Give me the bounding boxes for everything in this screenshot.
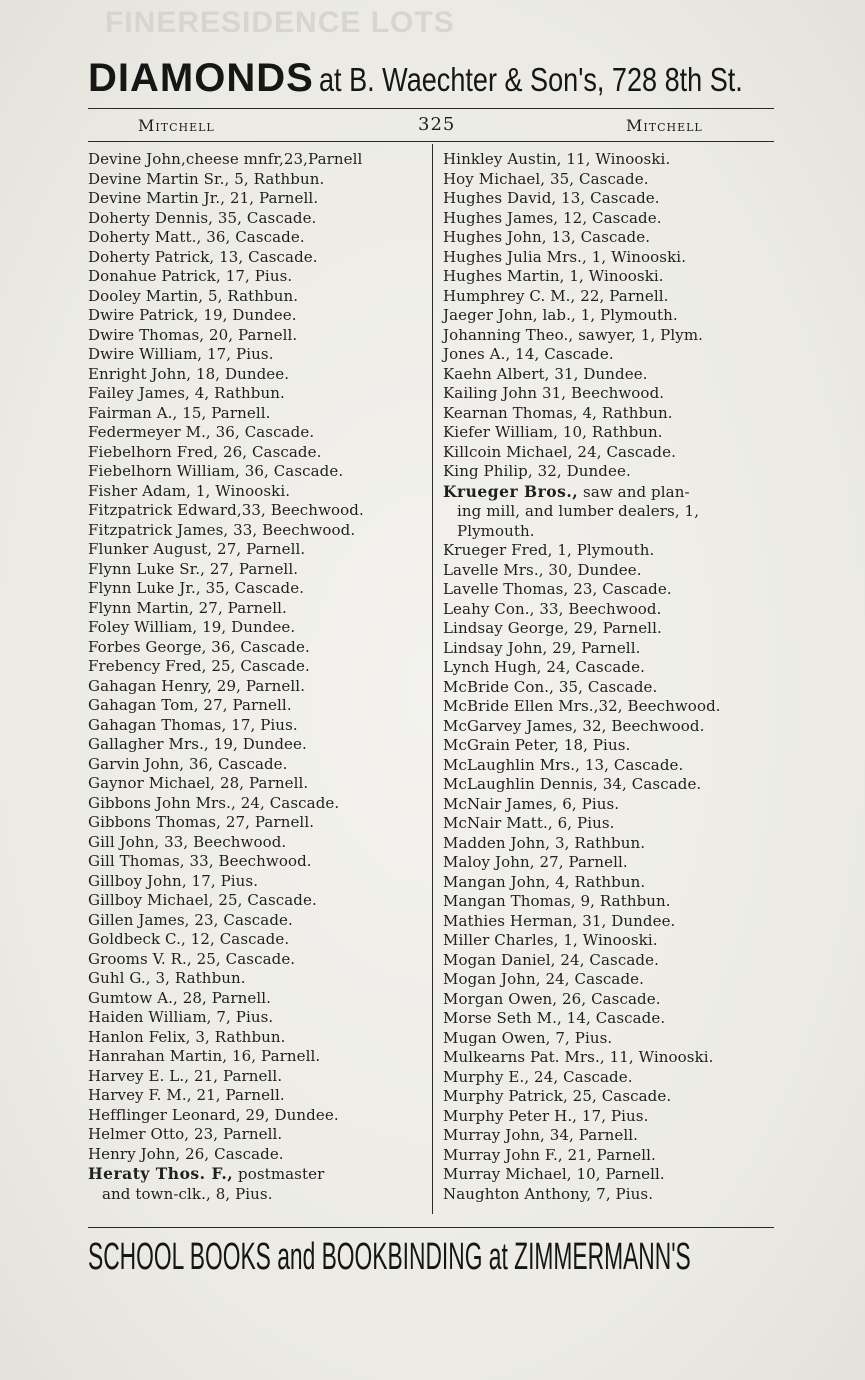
directory-entry: Flynn Martin, 27, Parnell. <box>88 598 287 617</box>
directory-entry: Mangan Thomas, 9, Rathbun. <box>443 892 671 910</box>
top-rule <box>88 108 774 109</box>
directory-entry: Harvey E. L., 21, Parnell. <box>88 1066 283 1085</box>
directory-entry: Hefflinger Leonard, 29, Dundee. <box>88 1105 339 1124</box>
running-head-right: Mitchell <box>626 116 703 135</box>
directory-entry: Mulkearns Pat. Mrs., 11, Winooski. <box>443 1048 714 1066</box>
directory-entry: Fisher Adam, 1, Winooski. <box>88 481 291 500</box>
directory-entry: Mugan Owen, 7, Pius. <box>443 1028 613 1047</box>
directory-entry: Fiebelhorn Fred, 26, Cascade. <box>88 442 322 461</box>
directory-entry: Murphy Peter H., 17, Pius. <box>443 1106 649 1125</box>
featured-name: Heraty Thos. F., <box>88 1164 234 1183</box>
directory-entry: Failey James, 4, Rathbun. <box>88 384 285 402</box>
directory-entry: Kiefer William, 10, Rathbun. <box>443 423 663 441</box>
directory-entry: Mogan Daniel, 24, Cascade. <box>443 950 659 969</box>
featured-continuation: and town-clk., 8, Pius. <box>102 1184 273 1203</box>
directory-entry: Gill John, 33, Beechwood. <box>88 832 287 851</box>
directory-entry: Devine John,cheese mnfr,23,Parnell <box>88 150 363 168</box>
bleed-through-text: FINERESIDENCE LOTS <box>105 6 455 39</box>
directory-entry: Morse Seth M., 14, Cascade. <box>443 1009 666 1027</box>
directory-entry: McNair Matt., 6, Pius. <box>443 814 615 832</box>
directory-entry: McGrain Peter, 18, Pius. <box>443 736 631 754</box>
directory-entry: Hinkley Austin, 11, Winooski. <box>443 150 671 168</box>
directory-entry: Madden John, 3, Rathbun. <box>443 833 646 852</box>
directory-entry: Murphy Patrick, 25, Cascade. <box>443 1087 672 1105</box>
directory-entry: King Philip, 32, Dundee. <box>443 462 631 480</box>
directory-entry: Doherty Dennis, 35, Cascade. <box>88 208 317 227</box>
featured-continuation: Plymouth. <box>457 521 535 540</box>
directory-entry: McGarvey James, 32, Beechwood. <box>443 716 705 735</box>
directory-entry: Harvey F. M., 21, Parnell. <box>88 1086 285 1104</box>
directory-entry: Gumtow A., 28, Parnell. <box>88 988 272 1007</box>
directory-entry: Hughes Julia Mrs., 1, Winooski. <box>443 247 687 266</box>
directory-entry: Murray John, 34, Parnell. <box>443 1126 639 1144</box>
directory-entry: Gillen James, 23, Cascade. <box>88 910 293 929</box>
directory-entry: Flynn Luke Sr., 27, Parnell. <box>88 559 299 578</box>
directory-entry: Enright John, 18, Dundee. <box>88 364 290 383</box>
directory-entry: Fitzpatrick Edward,33, Beechwood. <box>88 501 364 519</box>
directory-entry: Lindsay George, 29, Parnell. <box>443 619 662 637</box>
directory-entry: Foley William, 19, Dundee. <box>88 618 296 636</box>
directory-entry: Mogan John, 24, Cascade. <box>443 970 644 988</box>
directory-entry: Murphy E., 24, Cascade. <box>443 1067 633 1086</box>
directory-entry: Fiebelhorn William, 36, Cascade. <box>88 462 344 480</box>
directory-entry: Doherty Matt., 36, Cascade. <box>88 228 305 246</box>
directory-entry: Murray Michael, 10, Parnell. <box>443 1165 665 1183</box>
directory-entry: Henry John, 26, Cascade. <box>88 1144 284 1163</box>
banner-subline: at B. Waechter & Son's, 728 8th St. <box>318 61 743 98</box>
directory-entry: Hughes David, 13, Cascade. <box>443 189 660 207</box>
bottom-banner-text: SCHOOL BOOKS and BOOKBINDING at ZIMMERMANN'S <box>88 1236 691 1278</box>
directory-entry: Hoy Michael, 35, Cascade. <box>443 169 649 188</box>
directory-entry: Humphrey C. M., 22, Parnell. <box>443 286 669 305</box>
directory-entry: Hughes Martin, 1, Winooski. <box>443 267 664 285</box>
page-number: 325 <box>418 114 456 135</box>
directory-entry: Flynn Luke Jr., 35, Cascade. <box>88 579 305 597</box>
left-column <box>88 150 433 1220</box>
featured-name: Krueger Bros., <box>443 481 579 501</box>
directory-entry: Gahagan Tom, 27, Parnell. <box>88 696 292 714</box>
directory-entry: Hughes John, 13, Cascade. <box>443 228 651 246</box>
featured-text: saw and plan- <box>578 482 690 501</box>
directory-entry: Fairman A., 15, Parnell. <box>88 403 271 422</box>
directory-entry: Devine Martin Jr., 21, Parnell. <box>88 189 319 207</box>
directory-entry: Forbes George, 36, Cascade. <box>88 637 310 656</box>
directory-entry: Gibbons Thomas, 27, Parnell. <box>88 813 315 831</box>
directory-entry: Killcoin Michael, 24, Cascade. <box>443 442 676 461</box>
directory-entry-featured <box>88 1164 433 1204</box>
directory-entry: Donahue Patrick, 17, Pius. <box>88 267 293 285</box>
directory-entry: Leahy Con., 33, Beechwood. <box>443 599 662 618</box>
directory-entry: Miller Charles, 1, Winooski. <box>443 931 658 949</box>
directory-entry: Mathies Herman, 31, Dundee. <box>443 911 676 930</box>
directory-entry: McLaughlin Mrs., 13, Cascade. <box>443 755 684 774</box>
directory-entry: Gahagan Thomas, 17, Pius. <box>88 715 298 734</box>
directory-entry: Flunker August, 27, Parnell. <box>88 540 306 558</box>
directory-entry: Johanning Theo., sawyer, 1, Plym. <box>443 325 704 344</box>
banner-headline: DIAMONDS <box>88 56 314 100</box>
directory-entry: Murray John F., 21, Parnell. <box>443 1145 656 1164</box>
directory-entry: Goldbeck C., 12, Cascade. <box>88 930 290 948</box>
directory-entry: Guhl G., 3, Rathbun. <box>88 969 246 987</box>
directory-entry: Garvin John, 36, Cascade. <box>88 754 288 773</box>
directory-entry: Helmer Otto, 23, Parnell. <box>88 1125 283 1143</box>
directory-entry: McBride Ellen Mrs.,32, Beechwood. <box>443 697 721 715</box>
column-divider <box>432 144 433 1214</box>
directory-entry: Grooms V. R., 25, Cascade. <box>88 949 296 968</box>
directory-entry: Hanlon Felix, 3, Rathbun. <box>88 1027 286 1046</box>
directory-entry: Kailing John 31, Beechwood. <box>443 384 665 402</box>
directory-entry: Gill Thomas, 33, Beechwood. <box>88 852 312 870</box>
directory-entry: McNair James, 6, Pius. <box>443 794 620 813</box>
directory-entry: Hanrahan Martin, 16, Parnell. <box>88 1047 321 1065</box>
directory-entry: Mangan John, 4, Rathbun. <box>443 872 646 891</box>
directory-entry: Jaeger John, lab., 1, Plymouth. <box>443 306 678 324</box>
directory-entry: Dwire Thomas, 20, Parnell. <box>88 325 298 344</box>
directory-entry: Lynch Hugh, 24, Cascade. <box>443 658 645 676</box>
directory-entry: Dooley Martin, 5, Rathbun. <box>88 286 299 305</box>
bottom-advertisement-banner <box>88 1236 778 1280</box>
directory-entry: Gallagher Mrs., 19, Dundee. <box>88 735 307 753</box>
directory-entry: McLaughlin Dennis, 34, Cascade. <box>443 775 702 793</box>
directory-entry: Hughes James, 12, Cascade. <box>443 208 662 227</box>
directory-entry: Gibbons John Mrs., 24, Cascade. <box>88 793 340 812</box>
featured-continuation: ing mill, and lumber dealers, 1, <box>457 502 700 520</box>
directory-entry: Gahagan Henry, 29, Parnell. <box>88 676 306 695</box>
top-advertisement-banner <box>88 56 778 106</box>
right-column <box>443 150 788 1220</box>
directory-entry: Jones A., 14, Cascade. <box>443 345 614 363</box>
directory-entry: Devine Martin Sr., 5, Rathbun. <box>88 169 325 188</box>
directory-entry: McBride Con., 35, Cascade. <box>443 677 658 696</box>
running-head <box>88 112 774 138</box>
directory-entry: Dwire William, 17, Pius. <box>88 345 274 363</box>
directory-entry: Federmeyer M., 36, Cascade. <box>88 423 315 441</box>
directory-entry: Morgan Owen, 26, Cascade. <box>443 989 661 1008</box>
directory-entry: Kaehn Albert, 31, Dundee. <box>443 364 648 383</box>
directory-entry: Gillboy Michael, 25, Cascade. <box>88 891 317 909</box>
directory-entry: Lavelle Thomas, 23, Cascade. <box>443 580 672 598</box>
running-head-left: Mitchell <box>138 116 215 135</box>
directory-entry: Maloy John, 27, Parnell. <box>443 853 628 871</box>
header-rule <box>88 141 774 142</box>
directory-entry: Naughton Anthony, 7, Pius. <box>443 1184 654 1203</box>
directory-entry: Gaynor Michael, 28, Parnell. <box>88 774 309 792</box>
directory-entry: Frebency Fred, 25, Cascade. <box>88 657 310 675</box>
directory-entry: Haiden William, 7, Pius. <box>88 1008 274 1026</box>
featured-text: postmaster <box>233 1165 325 1183</box>
bottom-rule <box>88 1227 774 1228</box>
directory-entry: Lindsay John, 29, Parnell. <box>443 638 641 657</box>
directory-entry: Kearnan Thomas, 4, Rathbun. <box>443 403 673 422</box>
directory-entry: Krueger Fred, 1, Plymouth. <box>443 541 655 559</box>
directory-entry: Fitzpatrick James, 33, Beechwood. <box>88 520 356 539</box>
directory-entry: Dwire Patrick, 19, Dundee. <box>88 306 297 324</box>
directory-entry-featured <box>443 482 788 542</box>
directory-entry: Gillboy John, 17, Pius. <box>88 871 259 890</box>
directory-entry: Lavelle Mrs., 30, Dundee. <box>443 560 642 579</box>
directory-entry: Doherty Patrick, 13, Cascade. <box>88 247 318 266</box>
